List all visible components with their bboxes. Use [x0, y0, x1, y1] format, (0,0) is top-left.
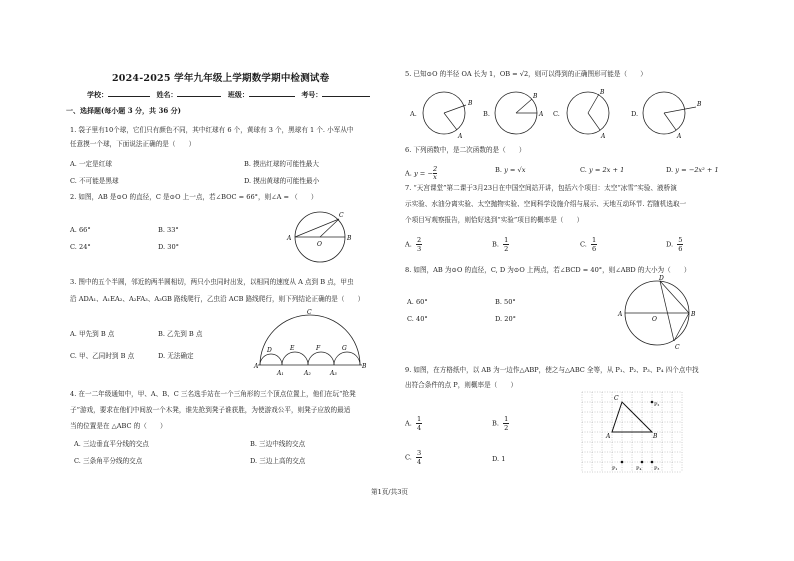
q3-line1: 3. 图中的五个半圆，邻近的两半圆相切，两只小虫同时出发，以相同的速度从 A 点到 B 点，甲虫 [70, 278, 354, 286]
svg-text:B: B [347, 235, 352, 242]
q2-option-a[interactable]: A. 66° [70, 226, 91, 234]
svg-text:A: A [458, 133, 463, 140]
number-blank[interactable] [322, 90, 370, 97]
svg-text:A: A [606, 433, 611, 440]
q8-option-a[interactable]: A. 60° [407, 298, 428, 306]
q7-b-num: 1 [504, 236, 509, 244]
svg-text:A₂: A₂ [304, 370, 311, 377]
q7-option-d[interactable] [666, 236, 683, 253]
q8-option-c[interactable]: C. 40° [407, 315, 428, 323]
q7-d-label: D. [666, 240, 674, 249]
q1-line2: 任意摸一个球，下面说法正确的是（ ） [70, 140, 196, 148]
q9-b-label: B. [492, 419, 499, 428]
q2-circle-figure [282, 205, 362, 265]
svg-text:A: A [539, 111, 544, 118]
q6-c-eq: y = 2x + 1 [589, 166, 625, 174]
page-title: 2024-2025 学年九年级上学期数学期中检测试卷 [112, 73, 330, 84]
q4-option-d[interactable]: D. 三边上高的交点 [250, 457, 306, 465]
svg-text:O: O [317, 241, 322, 248]
q7-c-fraction [591, 236, 597, 253]
svg-text:A: A [287, 235, 292, 242]
q6-d-eq: y = −2x² + 1 [675, 166, 719, 174]
school-label: 学校： [87, 90, 108, 99]
q7-option-a[interactable] [405, 236, 422, 253]
header-fields [87, 90, 370, 100]
q6-option-b[interactable] [495, 166, 525, 175]
svg-text:B: B [697, 101, 702, 108]
q9-b-den: 2 [504, 424, 509, 432]
q3-line2: 沿 ADA₁、A₁EA₂、A₂FA₃、A₃GB 路线爬行，乙虫沿 ACB 路线爬行，则下列结论正确的是（ ） [70, 295, 365, 303]
q7-c-label: C. [580, 240, 587, 249]
q7-b-den: 2 [504, 245, 509, 253]
name-label: 姓名： [156, 90, 178, 99]
q9-b-fraction [503, 415, 509, 432]
svg-text:A: A [601, 133, 606, 140]
svg-text:B: B [533, 93, 538, 100]
svg-text:C: C [307, 309, 312, 316]
class-label: 班级： [227, 90, 249, 99]
q4-line3: 当的位置是在 △ABC 的（ ） [70, 422, 167, 430]
svg-text:C: C [339, 212, 344, 219]
q5-figure-c [562, 84, 622, 140]
q9-option-a[interactable] [405, 415, 422, 432]
q5-figure-d [638, 86, 708, 140]
q2-line1: 2. 如图，AB 是⊙O 的直径，C 是⊙O 上一点，若∠BOC = 66°，则∠A = （ ） [70, 193, 318, 201]
q9-option-b[interactable] [492, 415, 509, 432]
q7-line3: 个项目写观察报告，则恰好选到“实验”项目的概率是（ ） [405, 216, 584, 224]
svg-text:C: C [675, 344, 680, 351]
q6-b-eq: y = √x [504, 166, 526, 174]
svg-text:B: B [653, 433, 658, 440]
svg-text:P₂: P₂ [654, 402, 660, 408]
q6-a-den: x [433, 173, 437, 181]
q1-option-a[interactable]: A. 一定是红球 [70, 160, 112, 168]
q7-line1: 7. “天宫课堂”第二课于3月23日在中国空间站开讲，包括六个项目：太空“冰雪”实验、液桥演 [405, 184, 677, 192]
q6-b-label: B. [495, 166, 502, 174]
q7-a-label: A. [405, 240, 412, 249]
q9-b-num: 1 [504, 415, 509, 423]
svg-text:B: B [468, 100, 473, 107]
q7-d-num: 5 [678, 236, 683, 244]
q3-option-b[interactable]: B. 乙先到 B 点 [158, 330, 203, 338]
svg-text:P₄: P₄ [636, 466, 642, 472]
svg-text:B: B [362, 363, 367, 370]
svg-text:C: C [614, 395, 619, 402]
name-blank[interactable] [177, 90, 221, 97]
q7-a-num: 2 [416, 236, 422, 244]
q8-option-d[interactable]: D. 20° [495, 315, 516, 323]
q3-option-d[interactable]: D. 无法确定 [158, 352, 194, 360]
q9-c-label: C. [405, 453, 412, 462]
q6-line1: 6. 下列函数中，是二次函数的是（ ） [405, 146, 526, 154]
q7-c-num: 1 [592, 236, 597, 244]
q3-semicircles-figure [250, 305, 370, 385]
svg-text:E: E [290, 345, 295, 352]
q8-circle-figure [614, 275, 704, 355]
q5-option-b[interactable]: B. [483, 110, 490, 118]
q9-grid-figure [578, 388, 688, 478]
q6-option-c[interactable] [580, 166, 624, 175]
q9-c-den: 4 [417, 458, 422, 466]
svg-text:F: F [316, 345, 321, 352]
svg-text:O: O [652, 316, 657, 323]
q5-figure-a [418, 88, 478, 140]
q9-option-d[interactable]: D. 1 [492, 455, 506, 463]
svg-text:A: A [677, 133, 682, 140]
q6-option-d[interactable] [666, 166, 719, 175]
q6-c-label: C. [580, 166, 587, 174]
svg-text:D: D [659, 275, 664, 282]
q6-a-label: A. [405, 169, 412, 178]
q5-option-d[interactable]: D. [631, 110, 639, 118]
q1-line1: 1. 袋子里有10个球，它们只有颜色不同，其中红球有 6 个，黄球有 3 个，黑球有 1 个. 小军从中 [70, 126, 354, 134]
q2-option-d[interactable]: D. 30° [158, 243, 179, 251]
q6-a-fraction [433, 166, 437, 181]
q7-option-b[interactable] [492, 236, 509, 253]
q5-option-c[interactable]: C. [553, 110, 560, 118]
q1-option-c[interactable]: C. 不可能是黑球 [70, 177, 119, 185]
q8-option-b[interactable]: B. 50° [495, 298, 516, 306]
q7-d-den: 6 [678, 245, 683, 253]
svg-text:B: B [600, 89, 605, 96]
q7-option-c[interactable] [580, 236, 597, 253]
q9-a-den: 4 [416, 424, 422, 432]
svg-text:A: A [618, 311, 623, 318]
q1-option-b[interactable]: B. 摸出红球的可能性最大 [244, 160, 319, 168]
q7-d-fraction [677, 236, 683, 253]
q6-option-a[interactable] [405, 166, 437, 181]
svg-text:B: B [691, 311, 696, 318]
q6-a-num: 2 [432, 165, 438, 173]
class-blank[interactable] [249, 90, 295, 97]
q4-line1: 4. 在一二年级通知中，甲、A、B、C 三名选手站在一个三角形的三个顶点位置上，他们在玩“抢凳 [70, 390, 356, 398]
q7-line2: 示实验、水油分离实验、太空抛物实验、空间科学设施介绍与展示、天地互动环节. 若随机选取一 [405, 200, 687, 208]
q3-option-c[interactable]: C. 甲、乙同时到 B 点 [70, 352, 135, 360]
q4-option-b[interactable]: B. 三边中线的交点 [250, 440, 306, 448]
q9-a-label: A. [405, 419, 412, 428]
svg-text:G: G [342, 345, 347, 352]
q2-option-c[interactable]: C. 24° [70, 243, 91, 251]
q8-line1: 8. 如图，AB 为⊙O 的直径，C, D 为⊙O 上两点，若∠BCD = 40°，则∠ABD 的大小为（ ） [405, 266, 691, 274]
q5-figure-b [490, 88, 550, 140]
svg-text:A: A [254, 363, 259, 370]
q9-a-fraction [416, 415, 422, 432]
svg-text:P₃: P₃ [654, 466, 660, 472]
q2-option-b[interactable]: B. 33° [158, 226, 179, 234]
svg-text:A₁: A₁ [277, 370, 284, 377]
q6-d-label: D. [666, 166, 674, 174]
svg-text:P₁: P₁ [612, 466, 618, 472]
school-blank[interactable] [108, 90, 150, 97]
q1-option-d[interactable]: D. 摸出黄球的可能性最小 [244, 177, 320, 185]
q3-option-a[interactable]: A. 甲先到 B 点 [70, 330, 115, 338]
q9-line1: 9. 如图，在方格纸中，以 AB 为一边作△ABP，使之与△ABC 全等，从 P₁、P₂、P₃、P₄ 四个点中找 [405, 366, 699, 374]
q4-option-a[interactable]: A. 三边垂直平分线的交点 [74, 440, 149, 448]
q4-option-c[interactable]: C. 三条角平分线的交点 [74, 457, 143, 465]
q7-c-den: 6 [592, 245, 597, 253]
q6-a-eq: y = − [413, 169, 433, 178]
svg-text:D: D [267, 347, 272, 354]
page-footer: 第1页/共3页 [371, 488, 408, 496]
q7-a-fraction [416, 236, 422, 253]
q9-a-num: 1 [416, 415, 422, 423]
svg-text:A₃: A₃ [330, 370, 337, 377]
q7-a-den: 3 [416, 245, 422, 253]
q9-c-num: 3 [417, 449, 422, 457]
q7-b-label: B. [492, 240, 499, 249]
q5-option-a[interactable]: A. [410, 110, 417, 118]
q4-line2: 子”游戏，要求在他们中间放一个木凳，谁先抢到凳子谁获胜，为使游戏公平，则凳子应放的最适 [70, 406, 351, 414]
q7-b-fraction [503, 236, 509, 253]
q9-line2: 出符合条件的点 P，则概率是（ ） [405, 381, 518, 389]
q5-line1: 5. 已知⊙O 的半径 OA 长为 1，OB = √2，则可以得到的正确图形可能是（ ） [405, 70, 647, 78]
number-label: 考号： [301, 90, 323, 99]
section-title: 一、选择题(每小题 3 分，共 36 分) [66, 106, 181, 115]
q9-option-c[interactable] [405, 449, 422, 466]
q9-c-fraction [416, 449, 422, 466]
